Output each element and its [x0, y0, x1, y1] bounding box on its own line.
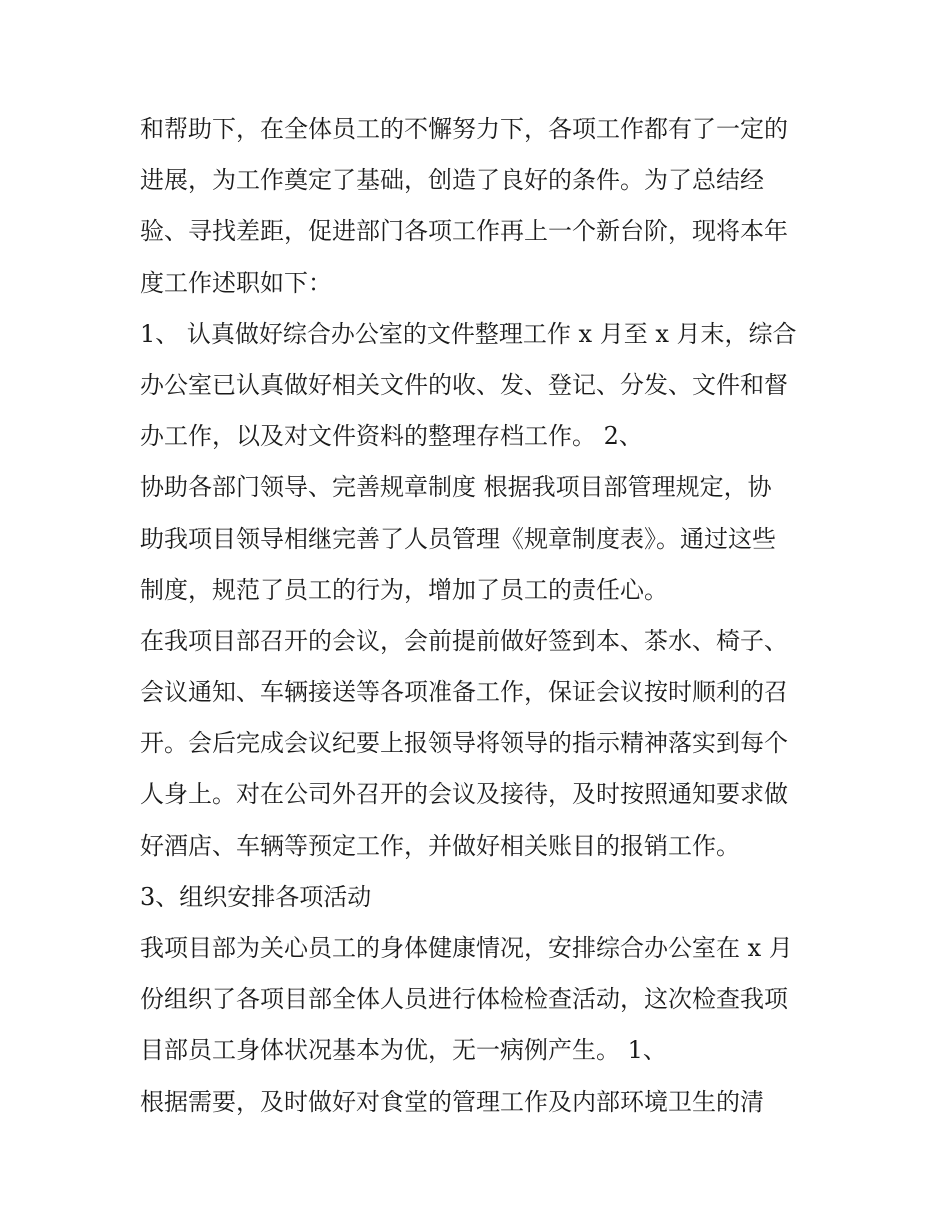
- text-line: 1、 认真做好综合办公室的文件整理工作 x 月至 x 月末，综合: [140, 319, 797, 348]
- text-line: 份组织了各项目部全体人员进行体检检查活动，这次检查我项: [140, 985, 788, 1014]
- text-line: 我项目部为关心员工的身体健康情况，安排综合办公室在 x 月: [140, 934, 793, 962]
- text-line: 制度，规范了员工的行为，增加了员工的责任心。: [140, 575, 668, 604]
- text-line: 助我项目领导相继完善了人员管理《规章制度表》。通过这些: [140, 524, 776, 553]
- text-line: 3、组织安排各项活动: [140, 882, 372, 911]
- text-line: 办工作，以及对文件资料的整理存档工作。 2、: [140, 422, 643, 451]
- text-line: 和帮助下，在全体员工的不懈努力下，各项工作都有了一定的: [140, 115, 788, 143]
- text-line: 好酒店、车辆等预定工作，并做好相关账目的报销工作。: [140, 831, 740, 860]
- text-line: 度工作述职如下：: [140, 268, 332, 297]
- text-line: 目部员工身体状况基本为优，无一病例产生。 1、: [140, 1036, 667, 1065]
- text-line: 开。会后完成会议纪要上报领导将领导的指示精神落实到每个: [140, 729, 788, 758]
- text-line: 会议通知、车辆接送等各项准备工作，保证会议按时顺利的召: [140, 678, 788, 707]
- text-line: 进展，为工作奠定了基础，创造了良好的条件。为了总结经: [140, 166, 764, 195]
- text-line: 人身上。对在公司外召开的会议及接待，及时按照通知要求做: [140, 780, 788, 809]
- document-body: [140, 104, 820, 1128]
- text-line: 根据需要，及时做好对食堂的管理工作及内部环境卫生的清: [140, 1087, 764, 1116]
- text-line: 协助各部门领导、完善规章制度 根据我项目部管理规定，协: [140, 473, 772, 502]
- text-line: 验、寻找差距，促进部门各项工作再上一个新台阶，现将本年: [140, 217, 788, 246]
- text-line: 办公室已认真做好相关文件的收、发、登记、分发、文件和督: [140, 370, 788, 399]
- text-line: 在我项目部召开的会议，会前提前做好签到本、茶水、椅子、: [140, 626, 788, 655]
